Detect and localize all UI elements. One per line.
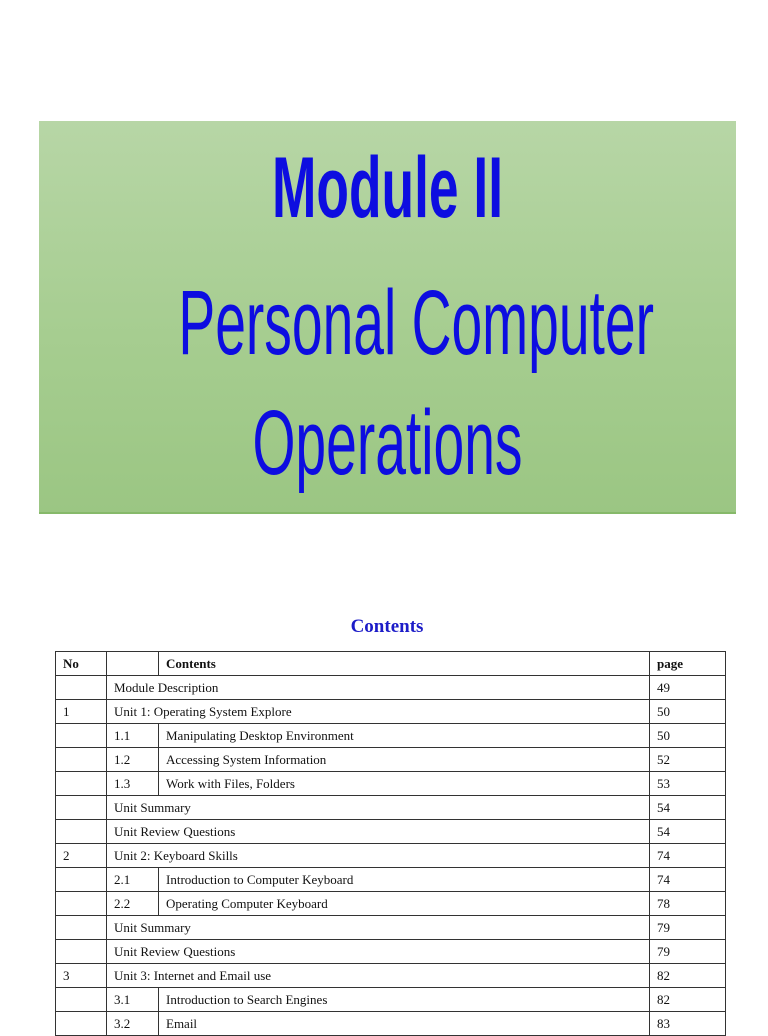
row-page: 78 xyxy=(650,892,726,916)
row-number: 1 xyxy=(56,700,107,724)
row-number xyxy=(56,772,107,796)
title-banner xyxy=(39,121,736,514)
row-page: 82 xyxy=(650,964,726,988)
row-title: Introduction to Search Engines xyxy=(159,988,650,1012)
row-section-number: 3.1 xyxy=(107,988,159,1012)
row-title: Introduction to Computer Keyboard xyxy=(159,868,650,892)
header-page: page xyxy=(650,652,726,676)
row-number xyxy=(56,916,107,940)
module-title: Module II xyxy=(271,140,504,236)
row-number xyxy=(56,868,107,892)
contents-heading: Contents xyxy=(350,616,424,637)
row-title: Unit Review Questions xyxy=(107,940,650,964)
row-number xyxy=(56,724,107,748)
row-number: 3 xyxy=(56,964,107,988)
row-title: Accessing System Information xyxy=(159,748,650,772)
row-title: Operating Computer Keyboard xyxy=(159,892,650,916)
row-page: 54 xyxy=(650,820,726,844)
row-number xyxy=(56,820,107,844)
row-page: 49 xyxy=(650,676,726,700)
row-number xyxy=(56,748,107,772)
table-row xyxy=(56,748,726,772)
row-number xyxy=(56,892,107,916)
row-page: 74 xyxy=(650,868,726,892)
row-page: 50 xyxy=(650,724,726,748)
header-no: No xyxy=(56,652,107,676)
row-title: Unit Summary xyxy=(107,916,650,940)
header-sub xyxy=(107,652,159,676)
row-title: Email xyxy=(159,1012,650,1036)
table-row xyxy=(56,700,726,724)
module-subtitle-line1: Personal Computer xyxy=(178,272,654,374)
row-title: Unit Summary xyxy=(107,796,650,820)
row-page: 74 xyxy=(650,844,726,868)
row-title: Work with Files, Folders xyxy=(159,772,650,796)
table-row xyxy=(56,844,726,868)
row-number xyxy=(56,940,107,964)
row-title: Unit Review Questions xyxy=(107,820,650,844)
row-page: 53 xyxy=(650,772,726,796)
row-section-number: 3.2 xyxy=(107,1012,159,1036)
row-title: Unit 2: Keyboard Skills xyxy=(107,844,650,868)
table-row xyxy=(56,892,726,916)
table-row xyxy=(56,916,726,940)
row-title: Manipulating Desktop Environment xyxy=(159,724,650,748)
module-subtitle-line2: Operations xyxy=(252,392,523,494)
row-title: Unit 1: Operating System Explore xyxy=(107,700,650,724)
row-number xyxy=(56,988,107,1012)
row-title: Unit 3: Internet and Email use xyxy=(107,964,650,988)
row-number xyxy=(56,796,107,820)
table-row xyxy=(56,820,726,844)
row-page: 83 xyxy=(650,1012,726,1036)
table-row xyxy=(56,988,726,1012)
row-title: Module Description xyxy=(107,676,650,700)
table-header-row xyxy=(56,652,726,676)
table-row xyxy=(56,964,726,988)
contents-table xyxy=(55,651,726,1036)
row-section-number: 1.3 xyxy=(107,772,159,796)
table-row xyxy=(56,724,726,748)
table-row xyxy=(56,676,726,700)
row-section-number: 1.1 xyxy=(107,724,159,748)
contents-table-body xyxy=(56,676,726,1036)
row-section-number: 1.2 xyxy=(107,748,159,772)
row-page: 54 xyxy=(650,796,726,820)
row-number xyxy=(56,676,107,700)
row-page: 79 xyxy=(650,916,726,940)
row-section-number: 2.2 xyxy=(107,892,159,916)
row-page: 79 xyxy=(650,940,726,964)
row-page: 50 xyxy=(650,700,726,724)
row-page: 52 xyxy=(650,748,726,772)
row-section-number: 2.1 xyxy=(107,868,159,892)
table-row xyxy=(56,796,726,820)
header-contents: Contents xyxy=(159,652,650,676)
row-page: 82 xyxy=(650,988,726,1012)
table-row xyxy=(56,940,726,964)
row-number: 2 xyxy=(56,844,107,868)
table-row xyxy=(56,868,726,892)
table-row xyxy=(56,772,726,796)
